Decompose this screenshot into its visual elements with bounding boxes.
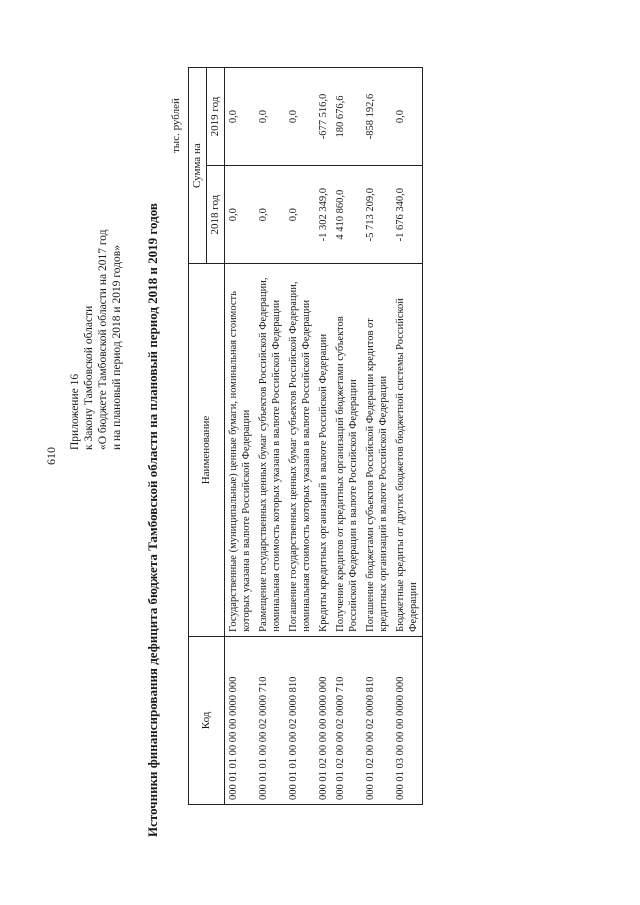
appendix-note	[68, 229, 124, 450]
row-name: Погашение бюджетами субъектов Российской Федерации кредитов от кредитных организаций в валюте Российской Федерации	[362, 264, 392, 637]
row-name: Бюджетные кредиты от других бюджетов бюджетной системы Российской Федерации	[392, 264, 423, 637]
header-name: Наименование	[189, 264, 225, 637]
table-row	[255, 68, 285, 805]
row-value-2019: 0,0	[392, 68, 423, 166]
row-value-2018: 0,0	[255, 166, 285, 264]
units-label: тыс. рублей	[170, 98, 182, 153]
row-value-2019: -858 192,6	[362, 68, 392, 166]
row-code: 000 01 01 00 00 00 0000 000	[225, 636, 256, 804]
document-title: Источники финансирования дефицита бюджета Тамбовской области на плановый период 2018 и 2019 годов	[145, 203, 160, 837]
table-row	[392, 68, 423, 805]
page-number: 610	[44, 447, 58, 465]
table-row	[225, 68, 256, 805]
row-value-2018: -1 302 349,0	[315, 166, 332, 264]
row-value-2019: -677 516,0	[315, 68, 332, 166]
header-sum: Сумма на	[189, 68, 207, 264]
table-row	[332, 68, 362, 805]
row-code: 000 01 02 00 00 00 0000 000	[315, 636, 332, 804]
row-name: Размещение государственных ценных бумаг субъектов Российской Федерации, номинальная стоимость которых указана в валюте Российской Федерации	[255, 264, 285, 637]
row-value-2019: 180 676,6	[332, 68, 362, 166]
header-year-2019: 2019 год	[207, 68, 225, 166]
table-row	[285, 68, 315, 805]
row-code: 000 01 01 00 00 02 0000 710	[255, 636, 285, 804]
row-value-2019: 0,0	[255, 68, 285, 166]
appendix-line: к Закону Тамбовской области	[83, 305, 95, 450]
financing-sources-table	[188, 67, 423, 805]
row-value-2018: 0,0	[285, 166, 315, 264]
row-code: 000 01 02 00 00 02 0000 810	[362, 636, 392, 804]
row-value-2018: 0,0	[225, 166, 256, 264]
row-code: 000 01 02 00 00 02 0000 710	[332, 636, 362, 804]
appendix-line: и на плановый период 2018 и 2019 годов»	[111, 245, 123, 450]
row-value-2018: 4 410 860,0	[332, 166, 362, 264]
row-value-2019: 0,0	[225, 68, 256, 166]
table-row	[315, 68, 332, 805]
row-name: Получение кредитов от кредитных организаций бюджетами субъектов Российской Федерации в валюте Российской Федерации	[332, 264, 362, 637]
row-code: 000 01 01 00 00 02 0000 810	[285, 636, 315, 804]
header-year-2018: 2018 год	[207, 166, 225, 264]
row-name: Погашение государственных ценных бумаг субъектов Российской Федерации, номинальная стоимость которых указана в валюте Российской Федерации	[285, 264, 315, 637]
header-code: Код	[189, 636, 225, 804]
row-value-2019: 0,0	[285, 68, 315, 166]
row-code: 000 01 03 00 00 00 0000 000	[392, 636, 423, 804]
row-value-2018: -1 676 340,0	[392, 166, 423, 264]
row-name: Государственные (муниципальные) ценные бумаги, номинальная стоимость которых указана в валюте Российской Федерации	[225, 264, 256, 637]
row-value-2018: -5 713 209,0	[362, 166, 392, 264]
table-row	[362, 68, 392, 805]
row-name: Кредиты кредитных организаций в валюте Российской Федерации	[315, 264, 332, 637]
appendix-line: «О бюджете Тамбовской области на 2017 год	[97, 229, 109, 450]
appendix-line: Приложение 16	[69, 373, 81, 450]
